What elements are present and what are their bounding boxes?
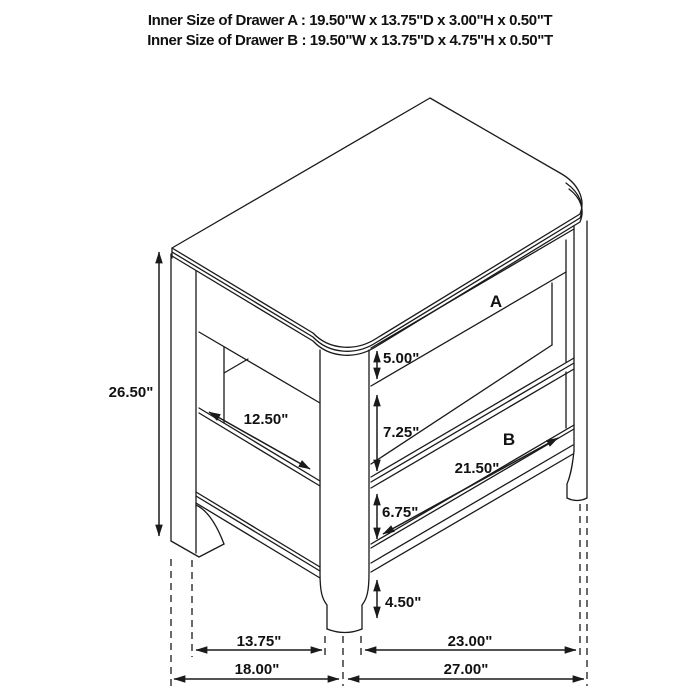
front-leg-left-edge — [320, 350, 327, 629]
drawer-inner-size-header — [0, 0, 700, 51]
dim-text-inner-width-front: 23.00" — [447, 633, 493, 650]
tabletop-edge-contour-1 — [172, 183, 582, 351]
front-leg-foot-bottom — [327, 629, 362, 633]
left-rear-leg — [171, 254, 224, 557]
dim-text-overall-depth: 18.00" — [234, 661, 280, 678]
drawer-a-bottom-edge — [371, 272, 566, 386]
dimension-texts — [109, 350, 500, 678]
drawer-a-top-edge — [371, 229, 574, 348]
dim-text-drawer-b-width: 21.50" — [454, 460, 500, 477]
dim-text-compartment-height: 7.25" — [383, 424, 420, 441]
dim-text-drawer-a-height: 5.00" — [383, 350, 420, 367]
dim-text-overall-height: 26.50" — [108, 384, 154, 401]
dim-text-overall-width: 27.00" — [443, 661, 489, 678]
drawer-b-bottom-bead — [371, 429, 574, 548]
right-leg-foot-bottom — [567, 498, 587, 501]
tabletop-face — [172, 98, 582, 347]
dim-text-inner-width-side: 13.75" — [236, 633, 282, 650]
tabletop-edge-contour-2 — [172, 189, 582, 355]
side-bottom-rail-top — [196, 492, 320, 567]
side-open-shelf — [196, 332, 320, 578]
dim-text-shelf-depth: 12.50" — [243, 411, 289, 428]
side-bottom-rail-bead — [196, 496, 320, 571]
drawer-a-label: A — [489, 292, 503, 311]
front-leg-right-edge — [362, 350, 369, 629]
dim-text-drawer-b-height: 6.75" — [382, 504, 419, 521]
front-corner-leg — [320, 350, 369, 633]
right-leg-bracket-curve — [567, 451, 574, 498]
side-niche-back-panel-edge — [224, 359, 248, 373]
dim-text-leg-height: 4.50" — [385, 594, 422, 611]
drawer-a-inner-size-text: Inner Size of Drawer A : 19.50"W x 13.75"D x 3.00"H x 0.50"T — [147, 12, 553, 29]
drawer-b-label: B — [502, 430, 516, 449]
tabletop-outline — [172, 98, 582, 355]
dimension-arrows — [159, 252, 584, 679]
side-bottom-rail-bottom — [196, 503, 320, 578]
extension-lines — [171, 504, 587, 686]
side-niche-top-edge — [199, 332, 320, 403]
left-leg-foot — [171, 541, 224, 557]
part-labels — [490, 292, 515, 449]
drawer-b-inner-size-text: Inner Size of Drawer B : 19.50"W x 13.75"D x 4.75"H x 0.50"T — [147, 32, 553, 49]
